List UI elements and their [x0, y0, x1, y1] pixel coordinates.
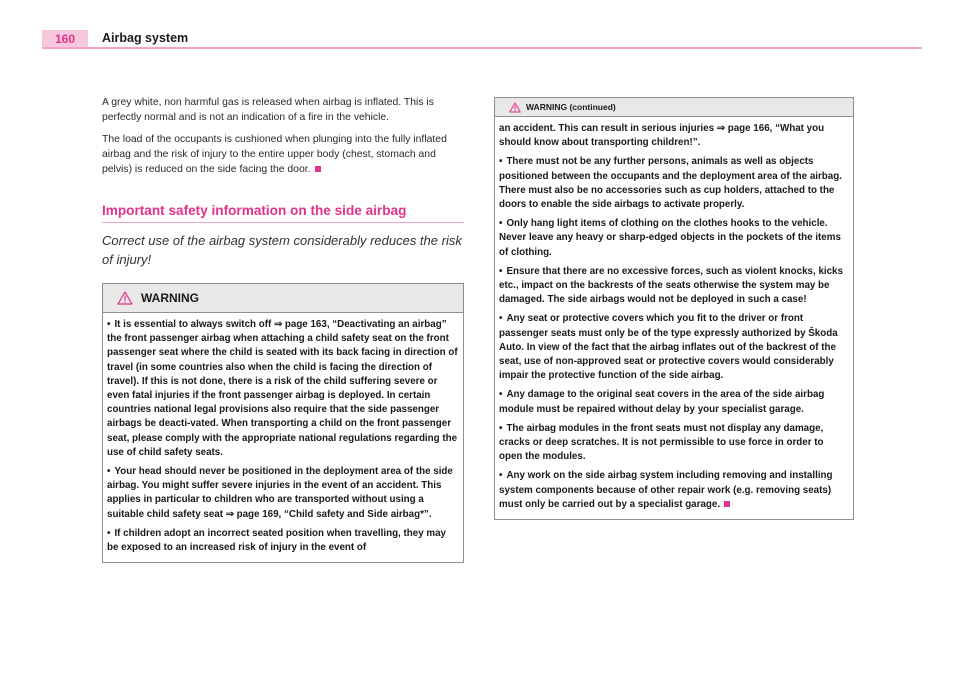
page-header-title: Airbag system — [102, 31, 189, 45]
warning-item: • Any work on the side airbag system including removing and installing system components because of other repair work (e.g. removing seats) must only be carried out by a specialist garage. — [499, 470, 833, 510]
bullet: • — [107, 466, 111, 478]
warning-item: • Any damage to the original seat covers in the area of the side airbag module must be repaired without delay by your specialist garage. — [499, 389, 825, 415]
warning-item: • Only hang light items of clothing on the clothes hooks to the vehicle. Never leave any heavy or sharp-edged objects in the pockets of the items of clothing. — [499, 218, 841, 258]
warning-item: • Ensure that there are no excessive forces, such as violent knocks, kicks etc., impact on the backrests of the seats otherwise the system may be damaged. The side airbags would not be deployed in such a case! — [499, 265, 843, 306]
bullet: • — [107, 319, 111, 330]
warning-item: • There must not be any further persons, animals as well as objects positioned between the occupants and the deployment area of the airbag. There must also be no accessories such as cup holders, attached to the doors to enable the side airbags to activate properly. — [499, 156, 842, 211]
left-column — [102, 95, 464, 563]
bullet: • — [499, 218, 503, 230]
bullet: • — [499, 470, 503, 482]
bullet: • — [107, 527, 111, 539]
bullet: • — [499, 313, 503, 325]
bullet: • — [499, 265, 503, 277]
section-heading: Important safety information on the side airbag — [102, 203, 464, 223]
warning-continuation: an accident. This can result in serious injuries ⇒ page 166, “What you should know about transporting children!”. — [499, 123, 825, 149]
warning-title: WARNING (continued) — [526, 102, 616, 112]
warning-box — [102, 283, 464, 563]
page-number: 160 — [42, 30, 88, 47]
warning-item: • The airbag modules in the front seats must not display any damage, cracks or deep scratches. It is not permissible to use force in order to open the modules. — [499, 422, 824, 463]
warning-triangle-icon — [117, 291, 133, 305]
warning-title: WARNING — [141, 291, 199, 305]
warning-box-continued — [494, 97, 854, 520]
end-square-icon — [724, 501, 730, 507]
warning-header — [103, 284, 463, 313]
paragraph — [102, 132, 464, 177]
warning-header — [495, 98, 853, 117]
warning-triangle-icon — [509, 102, 521, 113]
warning-body — [495, 117, 853, 519]
paragraph-text: The load of the occupants is cushioned when plunging into the fully inflated airbag and the risk of injury to the entire upper body (chest, stomach and pelvis) is reduced on the side facing the door. — [102, 134, 447, 175]
bullet: • — [499, 156, 503, 168]
warning-item: • Your head should never be positioned in the deployment area of the side airbag. You might suffer severe injuries in the event of an accident. This applies in particular to children who are transported without using a suitable child safety seat ⇒ page 169, “Child safety and Side airbag*”. — [107, 466, 453, 520]
header-rule — [42, 47, 922, 49]
bullet: • — [499, 389, 503, 401]
warning-item: • It is essential to always switch off ⇒ page 163, “Deactivating an airbag” the front passenger airbag when attaching a child safety seat on the front passenger seat where the child is seated with its back facing in direction of travel (in some countries also when the child is facing the direction of travel). If this is not done, there is a risk of the child suffering severe or even fatal injuries if the front passenger airbag is deployed. In certain countries national legal provisions also require that the side passenger airbags be deacti-vated. When transporting a child on the front passenger seat, please comply with the appropriate national regulations regarding the use of child safety seats. — [107, 319, 458, 458]
paragraph: A grey white, non harmful gas is released when airbag is inflated. This is perfectly normal and is not an indication of a fire in the vehicle. — [102, 97, 434, 123]
bullet: • — [499, 422, 503, 434]
section-intro: Correct use of the airbag system considerably reduces the risk of injury! — [102, 233, 462, 267]
warning-body — [103, 313, 463, 562]
warning-item: • If children adopt an incorrect seated position when travelling, they may be exposed to an increased risk of injury in the event of — [107, 527, 446, 554]
right-column — [494, 97, 854, 520]
end-square-icon — [315, 166, 321, 172]
warning-item: • Any seat or protective covers which you fit to the driver or front passenger seats must only be of the type expressly authorized by Škoda Auto. In view of the fact that the airbag inflates out of the backrest of the seat, use of non-approved seat or protective covers would considerably impair the protective function of the side airbag. — [499, 313, 838, 382]
